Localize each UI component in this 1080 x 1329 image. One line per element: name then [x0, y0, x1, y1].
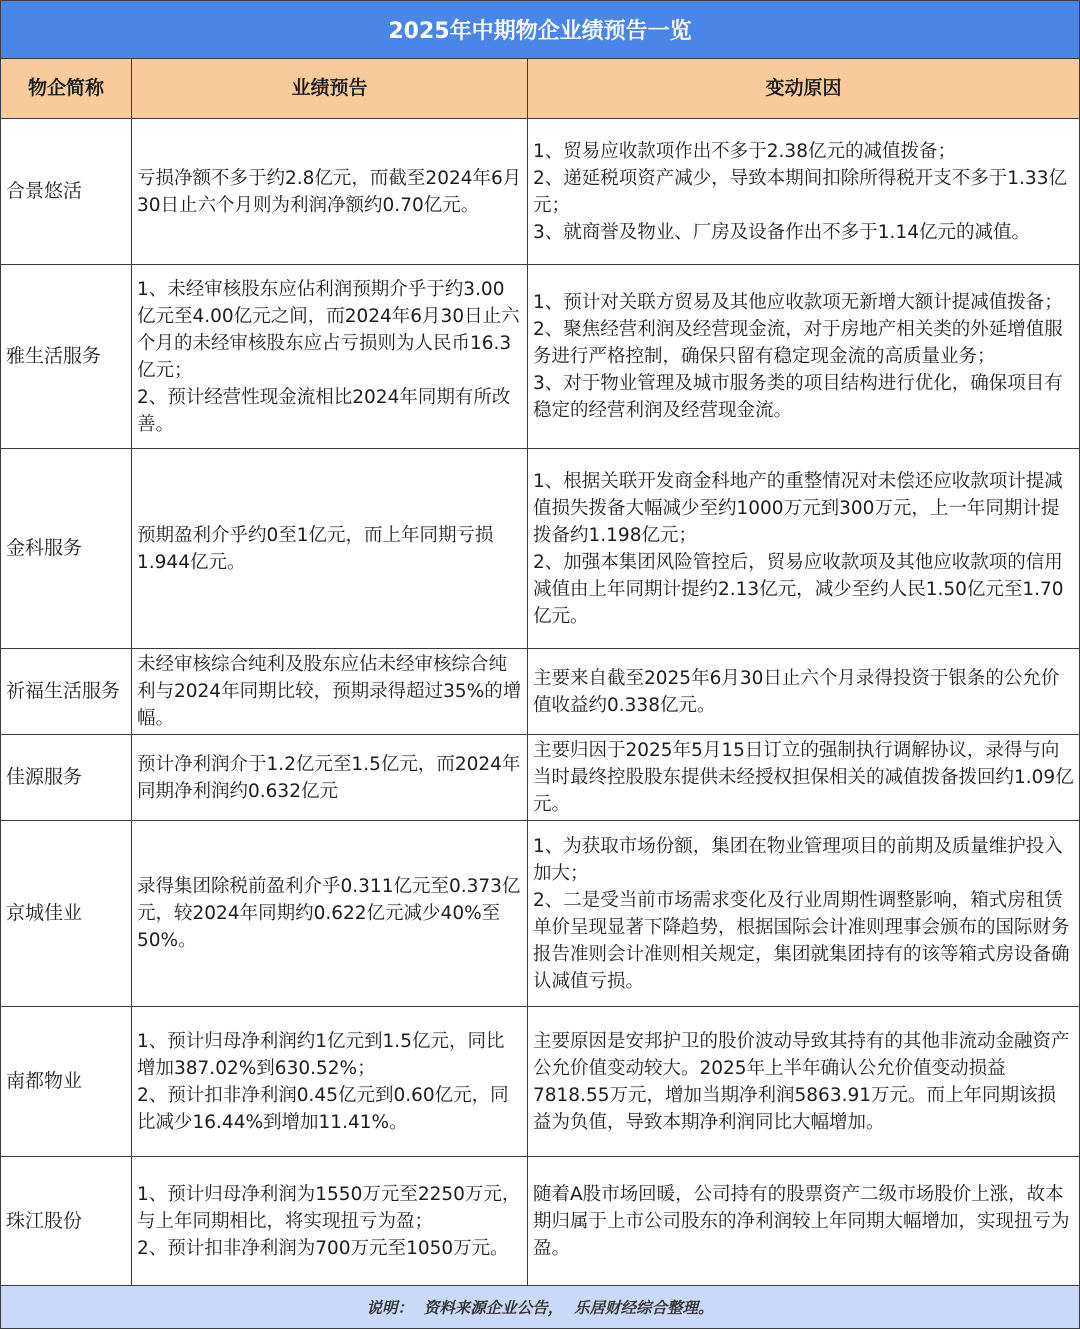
table-row [0, 448, 1080, 648]
forecast-item: 1、预计归母净利润为1550万元至2250万元，与上年同期相比，将实现扭亏为盈； [137, 1183, 521, 1232]
table-row [0, 264, 1080, 448]
forecast-item: 1、未经审核股东应佔利润预期介乎于约3.00亿元至4.00亿元之间，而2024年6月30日止六个月的未经审核股东应占亏损则为人民币16.3亿元； [137, 278, 520, 381]
table-title: 2025年中期物企业绩预告一览 [0, 0, 1080, 58]
reason-item: 3、对于物业管理及城市服务类的项目结构进行优化，确保项目有稳定的经营利润及经营现金流。 [533, 373, 1063, 421]
company-name: 珠江股份 [0, 1157, 132, 1285]
reasons-cell [528, 119, 1080, 264]
forecast-item: 2、预计扣非净利润0.45亿元到0.60亿元，同比减少16.44%到增加11.41%。 [137, 1084, 509, 1133]
company-name: 南都物业 [0, 1007, 132, 1156]
reason-item: 2、加强本集团风险管控后，贸易应收款项及其他应收款项的信用减值由上年同期计提约2.13亿元，减少至约人民1.50亿元至1.70亿元。 [533, 551, 1064, 627]
reasons-cell [528, 1157, 1080, 1285]
reasons-cell [528, 449, 1080, 648]
forecast-item: 录得集团除税前盈利介乎0.311亿元至0.373亿元，较2024年同期约0.622亿元减少40%至50%。 [137, 876, 521, 951]
column-header-forecast: 业绩预告 [132, 59, 528, 118]
column-header-company: 物企简称 [0, 59, 132, 118]
table-row [0, 648, 1080, 734]
reason-item: 随着A股市场回暖，公司持有的股票资产二级市场股价上涨，故本期归属于上市公司股东的净利润较上年同期大幅增加，实现扭亏为盈。 [533, 1183, 1070, 1259]
reason-item: 主要归因于2025年5月15日订立的强制执行调解协议，录得与向当时最终控股股东提供未经授权担保相关的减值拨备拨回约1.09亿元。 [533, 740, 1074, 815]
reason-item: 1、贸易应收款项作出不多于2.38亿元的减值拨备； [533, 140, 956, 162]
forecast-cell [132, 649, 528, 734]
source-note: 说明： 资料来源企业公告， 乐居财经综合整理。 [0, 1285, 1080, 1329]
company-name: 祈福生活服务 [0, 649, 132, 734]
forecast-cell [132, 821, 528, 1006]
forecast-cell [132, 119, 528, 264]
forecast-item: 预计净利润介于1.2亿元至1.5亿元，而2024年同期净利润约0.632亿元 [137, 753, 521, 802]
forecast-item: 1、预计归母净利润约1亿元到1.5亿元，同比增加387.02%到630.52%； [137, 1030, 505, 1079]
forecast-item: 2、预计扣非净利润为700万元至1050万元。 [137, 1237, 509, 1259]
reasons-cell [528, 265, 1080, 448]
column-header-reasons: 变动原因 [528, 59, 1080, 118]
forecast-item: 亏损净额不多于约2.8亿元，而截至2024年6月30日止六个月则为利润净额约0.70亿元。 [137, 167, 522, 216]
reason-item: 主要来自截至2025年6月30日止六个月录得投资于银条的公允价值收益约0.338亿元。 [533, 667, 1060, 716]
forecast-cell [132, 265, 528, 448]
reasons-cell [528, 735, 1080, 820]
forecast-cell [132, 735, 528, 820]
header-row [0, 58, 1080, 118]
company-name: 佳源服务 [0, 735, 132, 820]
forecast-cell [132, 449, 528, 648]
reason-item: 1、为获取市场份额，集团在物业管理项目的前期及质量维护投入加大； [533, 835, 1063, 884]
reason-item: 2、递延税项资产减少，导致本期间扣除所得税开支不多于1.33亿元； [533, 167, 1067, 216]
table-row [0, 734, 1080, 820]
table-row [0, 1156, 1080, 1285]
reason-item: 1、预计对关联方贸易及其他应收款项无新增大额计提减值拨备； [533, 292, 1063, 313]
company-name: 金科服务 [0, 449, 132, 648]
reasons-cell [528, 649, 1080, 734]
forecast-item: 预期盈利介乎约0至1亿元，而上年同期亏损1.944亿元。 [137, 524, 494, 573]
company-name: 雅生活服务 [0, 265, 132, 448]
forecast-cell [132, 1157, 528, 1285]
reason-item: 2、聚焦经营利润及经营现金流，对于房地产相关类的外延增值服务进行严格控制，确保只留有稳定现金流的高质量业务； [533, 319, 1063, 367]
table-row [0, 1006, 1080, 1156]
company-name: 京城佳业 [0, 821, 132, 1006]
reason-item: 1、根据关联开发商金科地产的重整情况对未偿还应收款项计提减值损失拨备大幅减少至约1000万元到300万元，上一年同期计提拨备约1.198亿元； [533, 470, 1063, 546]
table-row [0, 820, 1080, 1006]
reasons-cell [528, 1007, 1080, 1156]
reason-item: 3、就商誉及物业、厂房及设备作出不多于1.14亿元的减值。 [533, 221, 1030, 243]
forecast-cell [132, 1007, 528, 1156]
company-name: 合景悠活 [0, 119, 132, 264]
reason-item: 主要原因是安邦护卫的股价波动导致其持有的其他非流动金融资产公允价值变动较大。2025年上半年确认公允价值变动损益7818.55万元，增加当期净利润5863.91万元。而上年同期该损益为负值，导致本期净利润同比大幅增加。 [533, 1030, 1070, 1133]
reason-item: 2、二是受当前市场需求变化及行业周期性调整影响，箱式房租赁单价呈现显著下降趋势，根据国际会计准则理事会颁布的国际财务报告准则会计准则相关规定，集团就集团持有的该等箱式房设备确认减值亏损。 [533, 889, 1070, 992]
forecast-item: 未经审核综合纯利及股东应佔未经审核综合纯利与2024年同期比较，预期录得超过35%的增幅。 [137, 654, 522, 729]
forecast-item: 2、预计经营性现金流相比2024年同期有所改善。 [137, 386, 511, 435]
table-row [0, 118, 1080, 264]
reasons-cell [528, 821, 1080, 1006]
